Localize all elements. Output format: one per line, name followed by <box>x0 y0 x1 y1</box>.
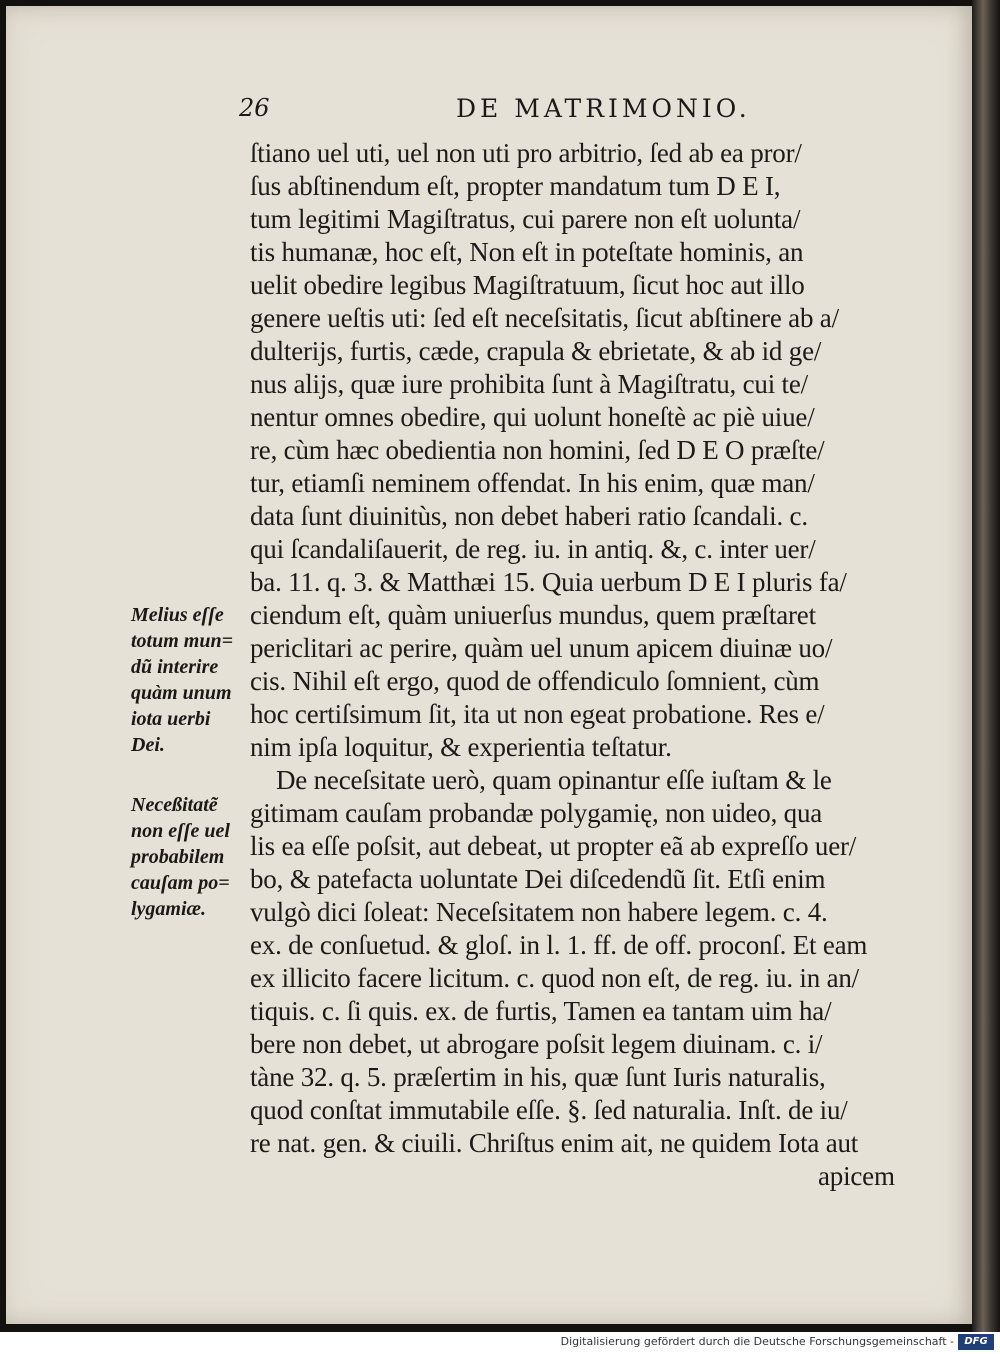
marginal-note-line: Dei. <box>131 734 165 756</box>
text-line: ex. de conſuetud. & gloſ. in l. 1. ff. de off. proconſ. Et eam <box>250 930 868 960</box>
running-head: DE MATRIMONIO. <box>456 94 751 123</box>
text-line: bere non debet, ut abrogare poſsit legem diuinam. c. i/ <box>250 1029 823 1059</box>
text-line: De neceſsitate uerò, quam opinantur eſſe iuſtam & le <box>276 765 832 795</box>
text-line: periclitari ac perire, quàm uel unum apicem diuinæ uo/ <box>250 633 833 663</box>
text-line: uelit obedire legibus Magiſtratuum, ſicut hoc aut illo <box>250 270 805 300</box>
dfg-logo: DFG <box>958 1334 994 1350</box>
text-line: ſus abſtinendum eſt, propter mandatum tum D E I, <box>250 171 781 201</box>
marginal-note-line: Neceßitatẽ <box>131 794 218 816</box>
book-page <box>6 6 972 1324</box>
text-line: bo, & patefacta uoluntate Dei diſcedendũ ſit. Etſi enim <box>250 864 826 894</box>
text-line: tum legitimi Magiſtratus, cui parere non eſt uolunta/ <box>250 204 801 234</box>
catchword: apicem <box>818 1161 895 1191</box>
text-line: tiquis. c. ſi quis. ex. de furtis, Tamen ea tantam uim ha/ <box>250 996 832 1026</box>
text-line: re, cùm hæc obedientia non homini, ſed D E O præſte/ <box>250 435 825 465</box>
text-line: gitimam cauſam probandæ polygamię, non uideo, qua <box>250 798 823 828</box>
text-line: ba. 11. q. 3. & Matthæi 15. Quia uerbum D E I pluris fa/ <box>250 567 847 597</box>
text-line: ex illicito facere licitum. c. quod non eſt, de reg. iu. in an/ <box>250 963 859 993</box>
text-line: tàne 32. q. 5. præſertim in his, quæ ſunt Iuris naturalis, <box>250 1062 826 1092</box>
text-line: lis ea eſſe poſsit, aut debeat, ut propter eã ab expreſſo uer/ <box>250 831 857 861</box>
page-number: 26 <box>239 94 270 122</box>
text-line: re nat. gen. & ciuili. Chriſtus enim ait, ne quidem Iota aut <box>250 1128 859 1158</box>
book-edge <box>972 0 1000 1332</box>
text-line: nentur omnes obedire, qui uolunt honeſtè ac piè uiue/ <box>250 402 815 432</box>
text-line: data ſunt diuinitùs, non debet haberi ratio ſcandali. c. <box>250 501 808 531</box>
marginal-note-line: quàm unum <box>131 682 232 704</box>
text-line: hoc certiſsimum ſit, ita ut non egeat probatione. Res e/ <box>250 699 825 729</box>
marginal-note-line: iota uerbi <box>131 708 211 730</box>
marginal-note-line: dũ interire <box>131 656 219 678</box>
marginal-note-line: Melius eſſe <box>131 604 224 626</box>
marginal-note-line: totum mun= <box>131 630 233 652</box>
funding-credit: Digitalisierung gefördert durch die Deutsche Forschungsgemeinschaft - <box>560 1335 954 1348</box>
footer-bar <box>0 1332 1000 1354</box>
text-line: genere ueſtis uti: ſed eſt neceſsitatis, ſicut abſtinere ab a/ <box>250 303 839 333</box>
text-line: vulgò dici ſoleat: Neceſsitatem non habere legem. c. 4. <box>250 897 828 927</box>
text-line: tis humanæ, hoc eſt, Non eſt in poteſtate hominis, an <box>250 237 804 267</box>
text-line: nus alijs, quæ iure prohibita ſunt à Magiſtratu, cui te/ <box>250 369 808 399</box>
text-line: dulterijs, furtis, cæde, crapula & ebrietate, & ab id ge/ <box>250 336 822 366</box>
text-line: quod conſtat immutabile eſſe. §. ſed naturalia. Inſt. de iu/ <box>250 1095 848 1125</box>
marginal-note-line: cauſam po= <box>131 872 230 894</box>
text-line: cis. Nihil eſt ergo, quod de offendiculo ſomnient, cùm <box>250 666 820 696</box>
marginal-note-line: lygamiæ. <box>131 898 206 920</box>
text-line: tur, etiamſi neminem offendat. In his enim, quæ man/ <box>250 468 815 498</box>
marginal-note-line: probabilem <box>131 846 225 868</box>
text-line: qui ſcandaliſauerit, de reg. iu. in antiq. &, c. inter uer/ <box>250 534 816 564</box>
text-line: nim ipſa loquitur, & experientia teſtatur. <box>250 732 672 762</box>
marginal-note-line: non eſſe uel <box>131 820 230 842</box>
text-line: ſtiano uel uti, uel non uti pro arbitrio, ſed ab ea pror/ <box>250 138 802 168</box>
text-line: ciendum eſt, quàm uniuerſus mundus, quem præſtaret <box>250 600 816 630</box>
